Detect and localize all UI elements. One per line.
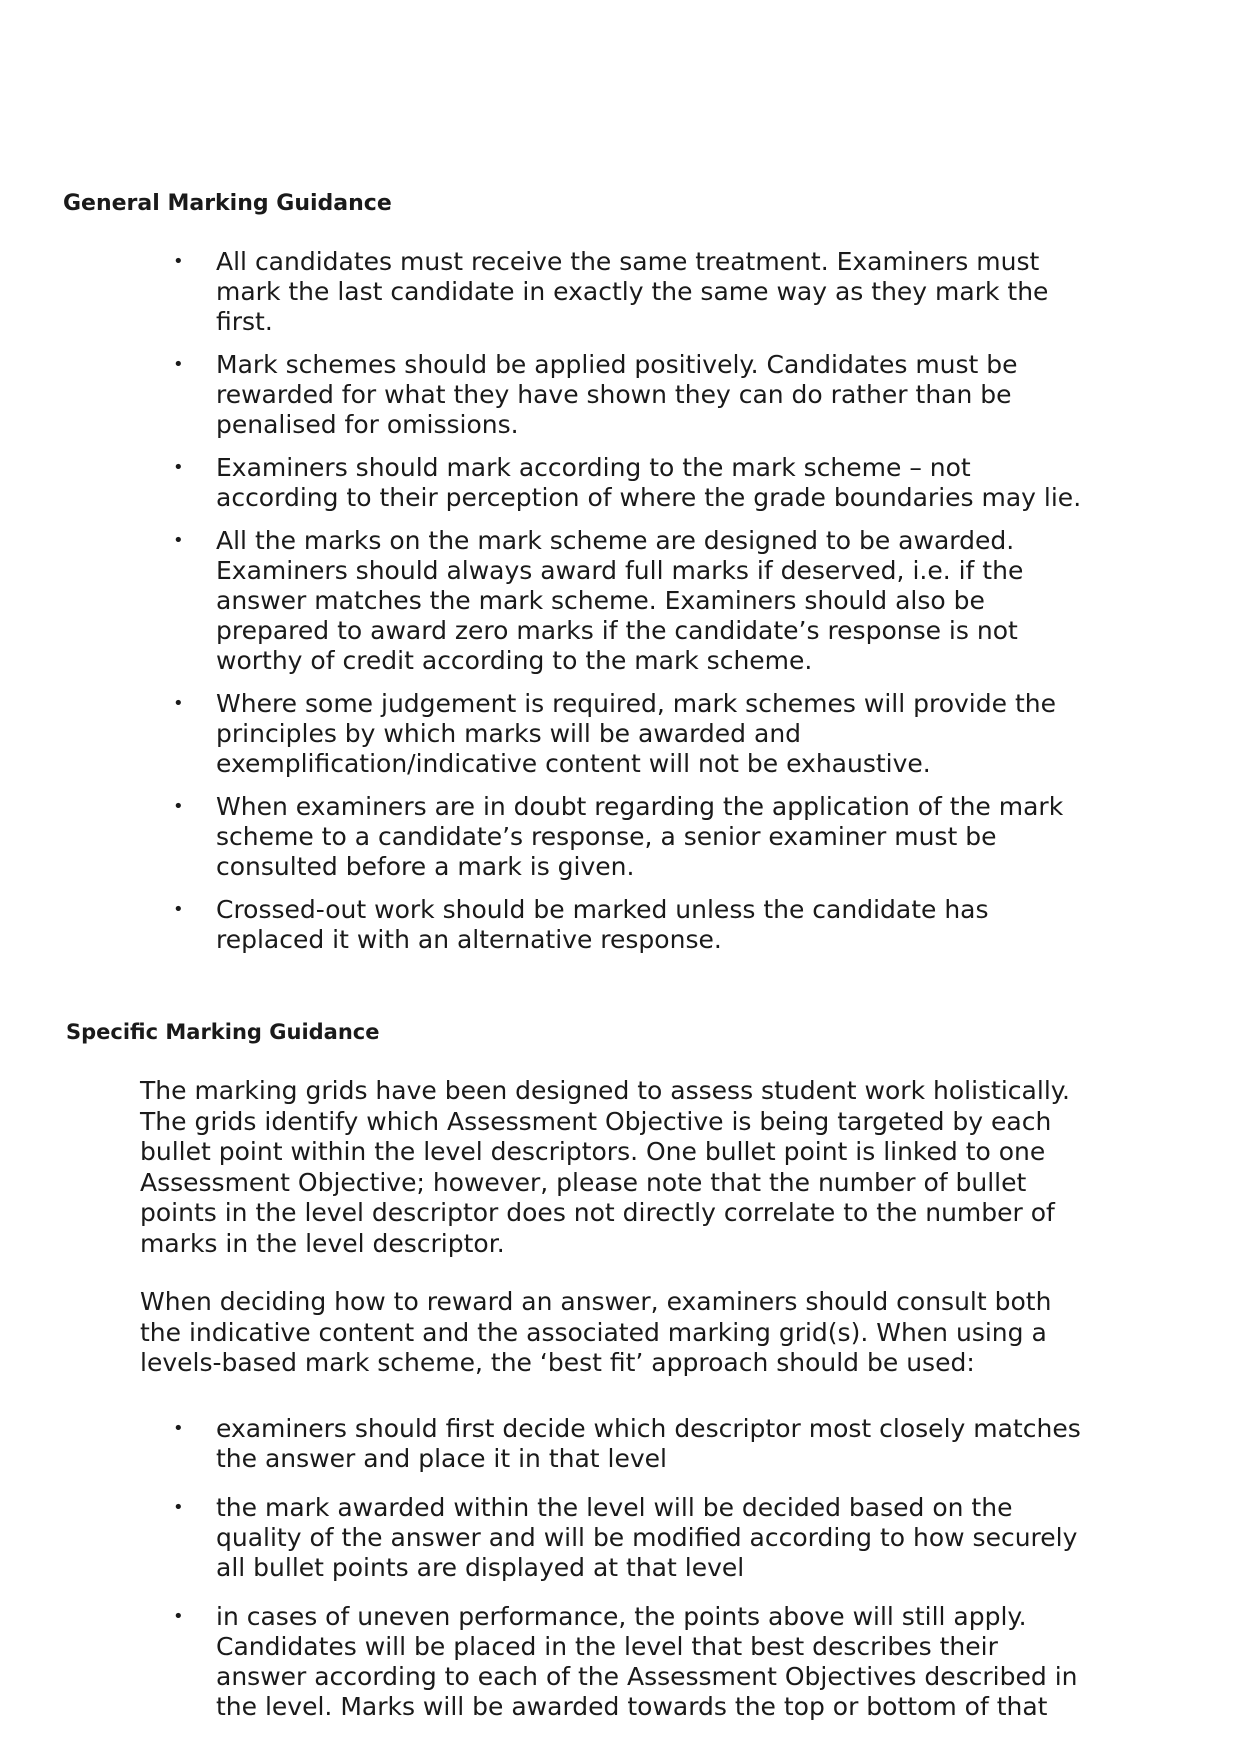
bullet-icon: • — [173, 251, 184, 272]
list-item-text: Crossed-out work should be marked unless the candidate has replaced it with an alternative response. — [216, 895, 989, 954]
bullet-icon: • — [173, 530, 184, 551]
list-item — [0, 1493, 1086, 1583]
list-item-text: All the marks on the mark scheme are designed to be awarded. Examiners should always award full marks if deserved, i.e. if the answer matches the mark scheme. Examiners should also be prepared to award zero marks if the candidate’s response is not worthy of credit according to the mark scheme. — [216, 526, 1024, 675]
list-item — [0, 1414, 1086, 1474]
list-item — [0, 792, 1086, 882]
bullet-icon: • — [173, 354, 184, 375]
list-item-text: Examiners should mark according to the mark scheme – not according to their perception of where the grade boundaries may lie. — [216, 453, 1082, 512]
bullet-icon: • — [173, 1606, 184, 1627]
list-item-text: Mark schemes should be applied positively. Candidates must be rewarded for what they have shown they can do rather than be penalised for omissions. — [216, 350, 1018, 439]
list-item-text: When examiners are in doubt regarding the application of the mark scheme to a candidate’s response, a senior examiner must be consulted before a mark is given. — [216, 792, 1064, 881]
list-item — [0, 1602, 1086, 1722]
bullet-icon: • — [173, 693, 184, 714]
list-item — [0, 689, 1086, 779]
list-item-text: in cases of uneven performance, the points above will still apply. Candidates will be placed in the level that best describes their answer according to each of the Assessment Objectives described in the level. Marks will be awarded towards the top or bottom of that — [216, 1602, 1078, 1721]
list-item — [0, 350, 1086, 440]
specific-marking-heading: Specific Marking Guidance — [66, 1020, 380, 1044]
holistic-grids-paragraph: The marking grids have been designed to assess student work holistically. The grids identify which Assessment Objective is being targeted by each bullet point within the level descriptors. One bullet point is linked to one Assessment Objective; however, please note that the number of bullet points in the level descriptor does not directly correlate to the number of marks in the level descriptor. — [140, 1076, 1070, 1258]
list-item — [0, 453, 1086, 513]
bullet-icon: • — [173, 1497, 184, 1518]
list-item-text: All candidates must receive the same treatment. Examiners must mark the last candidate in exactly the same way as they mark the first. — [216, 247, 1049, 336]
list-item-text: the mark awarded within the level will be decided based on the quality of the answer and will be modified according to how securely all bullet points are displayed at that level — [216, 1493, 1078, 1582]
bullet-icon: • — [173, 796, 184, 817]
list-item — [0, 247, 1086, 337]
list-item-text: Where some judgement is required, mark schemes will provide the principles by which marks will be awarded and exemplification/indicative content will not be exhaustive. — [216, 689, 1056, 778]
general-marking-heading: General Marking Guidance — [63, 191, 392, 216]
bullet-icon: • — [173, 457, 184, 478]
general-guidance-list — [0, 247, 1241, 968]
bullet-icon: • — [173, 899, 184, 920]
bullet-icon: • — [173, 1418, 184, 1439]
list-item — [0, 895, 1086, 955]
list-item-text: examiners should first decide which descriptor most closely matches the answer and place it in that level — [216, 1414, 1081, 1473]
best-fit-list — [0, 1414, 1241, 1741]
list-item — [0, 526, 1086, 676]
best-fit-paragraph: When deciding how to reward an answer, examiners should consult both the indicative content and the associated marking grid(s). When using a levels-based mark scheme, the ‘best fit’ approach should be used: — [140, 1287, 1052, 1377]
